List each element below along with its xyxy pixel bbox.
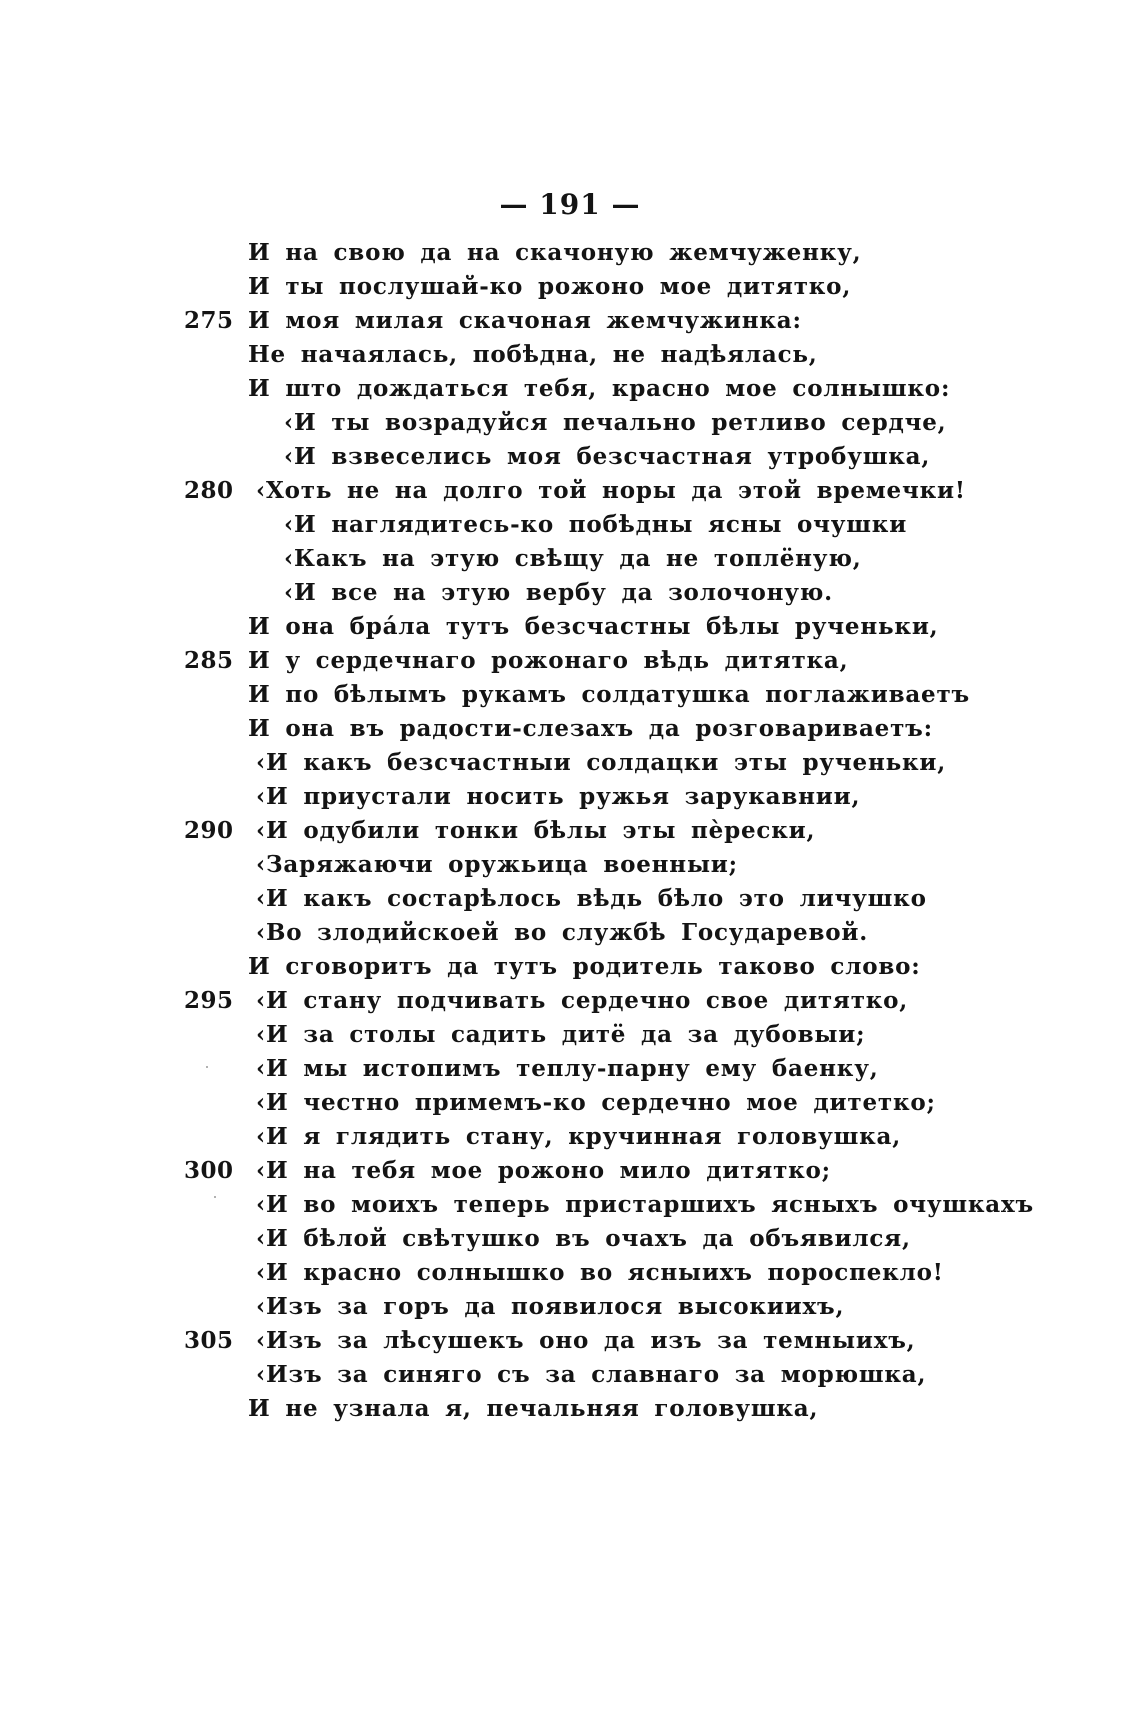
verse-line bbox=[0, 1120, 1140, 1154]
verse-line bbox=[0, 1290, 1140, 1324]
line-text: И у сердечнаго рожонаго вѣдь дитятка, bbox=[248, 647, 849, 674]
verse-line bbox=[0, 338, 1140, 372]
line-text: ‹И стану подчивать сердечно свое дитятко, bbox=[256, 987, 909, 1014]
line-text: И не узнала я, печальняя головушка, bbox=[248, 1395, 819, 1422]
verse-block bbox=[0, 236, 1140, 1426]
verse-line bbox=[0, 304, 1140, 338]
verse-line bbox=[0, 950, 1140, 984]
line-text: ‹И какъ безсчастныи солдацки эты рученьки, bbox=[256, 749, 947, 776]
verse-line bbox=[0, 780, 1140, 814]
line-text: ‹Изъ за синяго съ за славнаго за морюшка, bbox=[256, 1361, 927, 1388]
line-text: ‹И на тебя мое рожоно мило дитятко; bbox=[256, 1157, 831, 1184]
line-text: ‹Во злодийскоей во службѣ Государевой. bbox=[256, 919, 869, 946]
line-text: И што дождаться тебя, красно мое солнышко: bbox=[248, 375, 951, 402]
line-text: И по бѣлымъ рукамъ солдатушка поглаживаетъ bbox=[248, 681, 970, 708]
verse-line bbox=[0, 610, 1140, 644]
verse-line bbox=[0, 984, 1140, 1018]
line-text: И она брáла тутъ безсчастны бѣлы рученьки, bbox=[248, 613, 939, 640]
verse-line bbox=[0, 678, 1140, 712]
page-number: — 191 — bbox=[499, 188, 641, 221]
line-text: И она въ радости-слезахъ да розговариваетъ: bbox=[248, 715, 933, 742]
line-text: ‹И бѣлой свѣтушко въ очахъ да объявился, bbox=[256, 1225, 911, 1252]
line-text: ‹И я глядить стану, кручинная головушка, bbox=[256, 1123, 902, 1150]
line-number: 295 bbox=[184, 987, 234, 1014]
line-text: ‹И какъ состарѣлось вѣдь бѣло это личушко bbox=[256, 885, 927, 912]
line-number: 275 bbox=[184, 307, 234, 334]
verse-line bbox=[0, 576, 1140, 610]
line-text: ‹И приустали носить ружья зарукавнии, bbox=[256, 783, 861, 810]
line-text: И сговоритъ да тутъ родитель таково слово: bbox=[248, 953, 921, 980]
verse-line bbox=[0, 848, 1140, 882]
line-text: Не начаялась, побѣдна, не надѣялась, bbox=[248, 341, 818, 368]
verse-line bbox=[0, 1018, 1140, 1052]
verse-line bbox=[0, 1086, 1140, 1120]
verse-line bbox=[0, 746, 1140, 780]
verse-line bbox=[0, 1392, 1140, 1426]
line-text: ‹И наглядитесь-ко побѣдны ясны очушки bbox=[284, 511, 908, 538]
line-text: ‹И мы истопимъ теплу-парну ему баенку, bbox=[256, 1055, 879, 1082]
verse-line bbox=[0, 1256, 1140, 1290]
line-text: И на свою да на скачоную жемчуженку, bbox=[248, 239, 862, 266]
verse-line bbox=[0, 406, 1140, 440]
line-text: ‹И честно примемъ-ко сердечно мое дитетко; bbox=[256, 1089, 936, 1116]
line-text: ‹И за столы садить дитё да за дубовыи; bbox=[256, 1021, 866, 1048]
verse-line bbox=[0, 474, 1140, 508]
verse-line bbox=[0, 1188, 1140, 1222]
line-number: 290 bbox=[184, 817, 234, 844]
line-text: ‹И красно солнышко во ясныихъ пороспекло! bbox=[256, 1259, 944, 1286]
line-number: 285 bbox=[184, 647, 234, 674]
verse-line bbox=[0, 236, 1140, 270]
verse-line bbox=[0, 1222, 1140, 1256]
line-number: 305 bbox=[184, 1327, 234, 1354]
verse-line bbox=[0, 1358, 1140, 1392]
verse-line bbox=[0, 916, 1140, 950]
line-text: ‹И все на этую вербу да золочоную. bbox=[284, 579, 833, 606]
line-text: ‹И ты возрадуйся печально ретливо сердче, bbox=[284, 409, 947, 436]
line-number: 300 bbox=[184, 1157, 234, 1184]
verse-line bbox=[0, 508, 1140, 542]
verse-line bbox=[0, 270, 1140, 304]
line-text: ‹И одубили тонки бѣлы эты пѐрески, bbox=[256, 817, 816, 844]
print-speck bbox=[214, 1196, 216, 1198]
line-text: ‹И во моихъ теперь пристаршихъ ясныхъ очушкахъ bbox=[256, 1191, 1034, 1218]
print-speck bbox=[206, 1066, 208, 1068]
line-number: 280 bbox=[184, 477, 234, 504]
line-text: И ты послушай-ко рожоно мое дитятко, bbox=[248, 273, 852, 300]
verse-line bbox=[0, 882, 1140, 916]
verse-line bbox=[0, 712, 1140, 746]
verse-line bbox=[0, 1052, 1140, 1086]
verse-line bbox=[0, 644, 1140, 678]
line-text: ‹И взвеселись моя безсчастная утробушка, bbox=[284, 443, 931, 470]
verse-line bbox=[0, 814, 1140, 848]
line-text: ‹Какъ на этую свѣщу да не топлёную, bbox=[284, 545, 862, 572]
line-text: ‹Изъ за горъ да появилося высокиихъ, bbox=[256, 1293, 845, 1320]
verse-line bbox=[0, 440, 1140, 474]
verse-line bbox=[0, 542, 1140, 576]
line-text: ‹Заряжаючи оружьица военныи; bbox=[256, 851, 738, 878]
line-text: И моя милая скачоная жемчужинка: bbox=[248, 307, 802, 334]
verse-line bbox=[0, 1154, 1140, 1188]
verse-line bbox=[0, 372, 1140, 406]
line-text: ‹Хоть не на долго той норы да этой времечки! bbox=[256, 477, 966, 504]
verse-line bbox=[0, 1324, 1140, 1358]
line-text: ‹Изъ за лѣсушекъ оно да изъ за темныихъ, bbox=[256, 1327, 916, 1354]
